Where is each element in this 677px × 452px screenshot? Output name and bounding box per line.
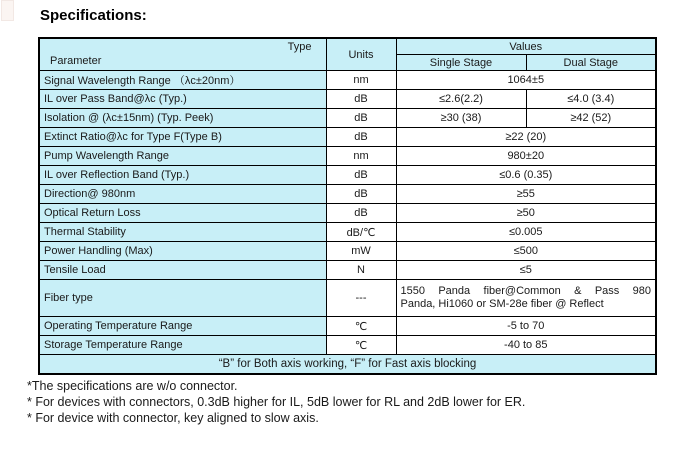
footnotes	[27, 378, 667, 426]
param-cell: IL over Reflection Band (Typ.)	[39, 166, 326, 185]
spec-row-pump-wavelength	[39, 147, 656, 166]
footnote-3: * For device with connector, key aligned to slow axis.	[27, 411, 319, 425]
param-cell: Storage Temperature Range	[39, 336, 326, 355]
spec-row-power-handling	[39, 242, 656, 261]
units-cell: N	[326, 261, 396, 280]
param-cell: Pump Wavelength Range	[39, 147, 326, 166]
value-cell-span: ≥55	[396, 185, 656, 204]
value-cell-span	[396, 280, 656, 317]
param-cell: Fiber type	[39, 280, 326, 317]
units-cell: nm	[326, 71, 396, 90]
units-header-cell: Units	[326, 38, 396, 71]
parameter-header-label: Parameter	[50, 55, 102, 67]
footnote-1: *The specifications are w/o connector.	[27, 379, 238, 393]
page-title: Specifications:	[40, 7, 147, 24]
param-cell: Tensile Load	[39, 261, 326, 280]
value-cell-span: ≤500	[396, 242, 656, 261]
units-cell: ---	[326, 280, 396, 317]
units-cell: dB	[326, 90, 396, 109]
units-cell: dB	[326, 166, 396, 185]
values-header-cell: Values	[396, 38, 656, 55]
param-cell: Isolation @ (λc±15nm) (Typ. Peek)	[39, 109, 326, 128]
spec-row-optical-return-loss	[39, 204, 656, 223]
units-cell: dB	[326, 109, 396, 128]
value-cell-span: -40 to 85	[396, 336, 656, 355]
spec-row-operating-temperature	[39, 317, 656, 336]
spec-row-extinct-ratio	[39, 128, 656, 147]
value-cell-dual: ≥42 (52)	[526, 109, 656, 128]
param-cell: Signal Wavelength Range （λc±20nm）	[39, 71, 326, 90]
value-cell-span: ≤0.005	[396, 223, 656, 242]
table-footer-note-row	[39, 355, 656, 374]
dual-stage-header-cell: Dual Stage	[526, 55, 656, 71]
spec-row-direction	[39, 185, 656, 204]
param-cell: IL over Pass Band@λc (Typ.)	[39, 90, 326, 109]
value-cell-span: ≥50	[396, 204, 656, 223]
value-cell-single: ≤2.6(2.2)	[396, 90, 526, 109]
param-cell: Direction@ 980nm	[39, 185, 326, 204]
units-cell: nm	[326, 147, 396, 166]
axis-note-cell: “B” for Both axis working, “F” for Fast axis blocking	[39, 355, 656, 374]
spec-row-il-pass-band	[39, 90, 656, 109]
spec-row-isolation	[39, 109, 656, 128]
value-cell-span: ≤0.6 (0.35)	[396, 166, 656, 185]
single-stage-header-cell: Single Stage	[396, 55, 526, 71]
spec-row-tensile-load	[39, 261, 656, 280]
param-cell: Power Handling (Max)	[39, 242, 326, 261]
spec-row-thermal-stability	[39, 223, 656, 242]
units-cell: dB	[326, 128, 396, 147]
fiber-type-line-2: Panda, Hi1060 or SM-28e fiber @ Reflect	[400, 298, 604, 310]
type-header-label: Type	[287, 41, 312, 53]
units-cell: dB	[326, 204, 396, 223]
value-cell-single: ≥30 (38)	[396, 109, 526, 128]
param-cell: Thermal Stability	[39, 223, 326, 242]
footnote-2: * For devices with connectors, 0.3dB higher for IL, 5dB lower for RL and 2dB lower for ER.	[27, 395, 526, 409]
units-cell: mW	[326, 242, 396, 261]
value-cell-span: ≥22 (20)	[396, 128, 656, 147]
table-header-row-1	[39, 38, 656, 55]
value-cell-span: ≤5	[396, 261, 656, 280]
units-cell: ℃	[326, 336, 396, 355]
param-cell: Operating Temperature Range	[39, 317, 326, 336]
units-cell: ℃	[326, 317, 396, 336]
units-cell: dB/℃	[326, 223, 396, 242]
param-cell: Extinct Ratio@λc for Type F(Type B)	[39, 128, 326, 147]
spec-row-signal-wavelength	[39, 71, 656, 90]
value-cell-span: -5 to 70	[396, 317, 656, 336]
value-cell-span: 980±20	[396, 147, 656, 166]
spec-row-storage-temperature	[39, 336, 656, 355]
units-cell: dB	[326, 185, 396, 204]
page-corner-artifact	[1, 0, 14, 21]
specifications-table	[38, 37, 657, 375]
spec-row-il-reflection-band	[39, 166, 656, 185]
spec-row-fiber-type	[39, 280, 656, 317]
value-cell-span: 1064±5	[396, 71, 656, 90]
fiber-type-line-1: 1550 Panda fiber@Common & Pass 980	[400, 285, 652, 297]
param-cell: Optical Return Loss	[39, 204, 326, 223]
value-cell-dual: ≤4.0 (3.4)	[526, 90, 656, 109]
param-type-header-cell	[39, 38, 326, 71]
